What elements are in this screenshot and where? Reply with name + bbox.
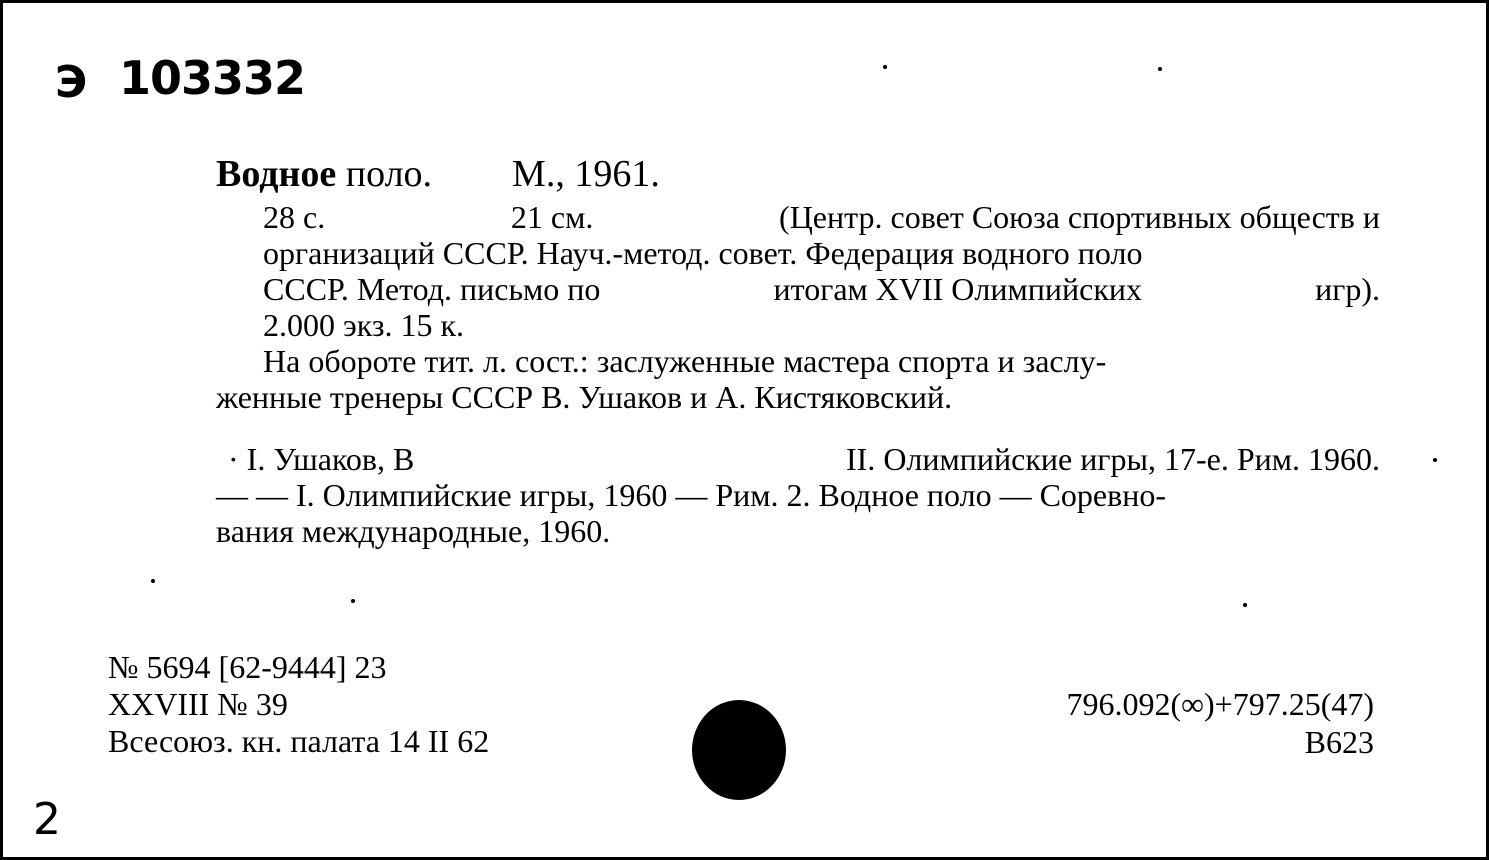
- title-imprint: М., 1961.: [512, 153, 660, 195]
- title-rest: поло.: [345, 153, 433, 195]
- title-main: Водное: [216, 153, 337, 195]
- physical-description: [263, 199, 1380, 343]
- speck: [1433, 458, 1437, 462]
- desc-line-4: 2.000 экз. 15 к.: [263, 307, 465, 343]
- note-line-1: На обороте тит. л. сост.: заслуженные мастера спорта и заслу-: [263, 343, 1107, 379]
- handwritten-accession-number: 103332: [119, 51, 306, 105]
- author-mark: В623: [1304, 724, 1374, 760]
- speck: [351, 599, 355, 603]
- speck: [1158, 67, 1162, 71]
- classification-code: 796.092(∞)+797.25(47): [1066, 686, 1374, 722]
- tracing-line-3: вания международные, 1960.: [216, 513, 611, 549]
- speck: [1243, 603, 1247, 607]
- tracing-line-2: — — I. Олимпийские игры, 1960 — Рим. 2. Водное поло — Соревно-: [216, 477, 1167, 513]
- desc-line-2: организаций СССР. Науч.-метод. совет. Федерация водного поло: [263, 235, 1143, 271]
- desc-line-1: 28 с. 21 см. (Центр. совет Союза спортивных обществ и: [263, 199, 1380, 235]
- footer-chamber-date: Всесоюз. кн. палата 14 II 62: [108, 723, 490, 759]
- desc-line-3: СССР. Метод. письмо по итогам XVII Олимпийских игр).: [263, 271, 1380, 307]
- speck: [883, 65, 887, 69]
- footer-order-number: № 5694 [62-9444] 23: [108, 649, 387, 685]
- speck: [151, 579, 155, 583]
- punch-hole: [692, 700, 786, 800]
- tracing-line-1: · I. Ушаков, В II. Олимпийские игры, 17-е. Рим. 1960.: [228, 441, 1380, 477]
- handwritten-bottom-number: 2: [33, 794, 61, 845]
- note-line-2: женные тренеры СССР В. Ушаков и А. Кистяковский.: [216, 379, 953, 415]
- handwritten-mark: Э: [55, 57, 88, 108]
- footer-issue-number: XXVIII № 39: [108, 686, 288, 722]
- card-title: [216, 155, 660, 193]
